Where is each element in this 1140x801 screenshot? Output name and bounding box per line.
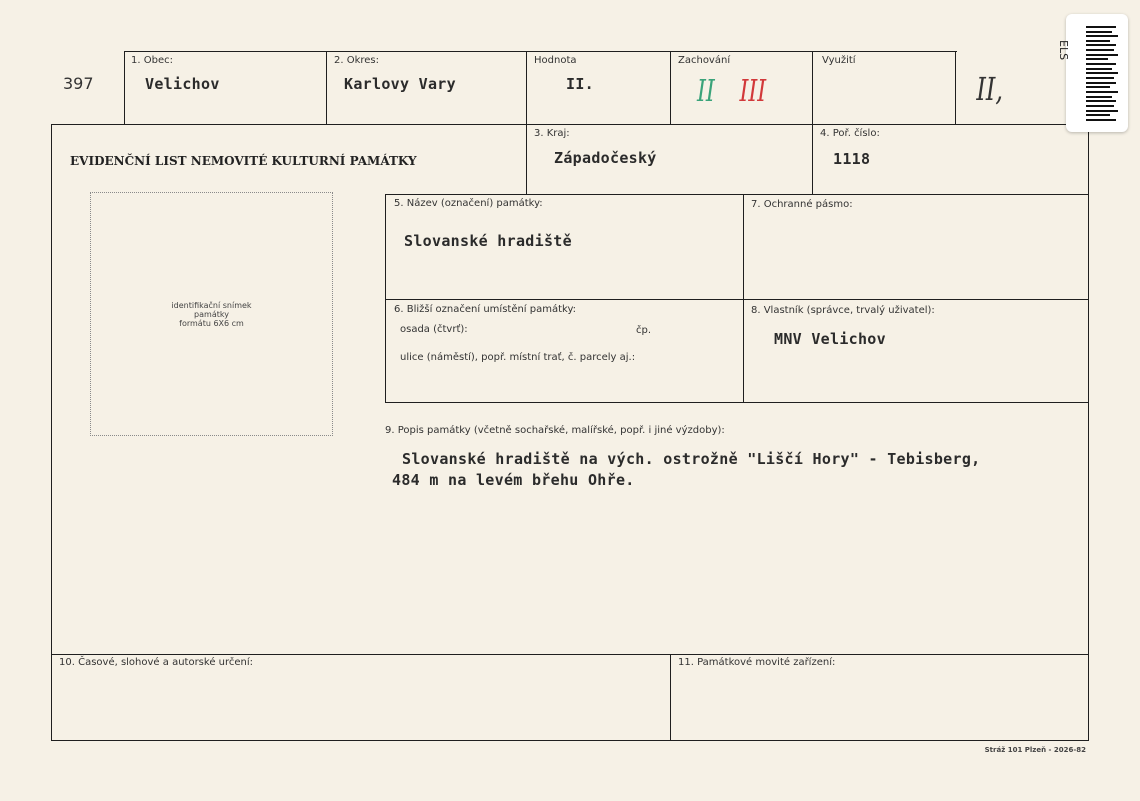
form-title: EVIDENČNÍ LIST NEMOVITÉ KULTURNÍ PAMÁTKY bbox=[70, 154, 417, 168]
top-border bbox=[124, 51, 957, 52]
hodnota-value: II. bbox=[566, 75, 594, 93]
section-border bbox=[51, 654, 1089, 655]
okres-label: 2. Okres: bbox=[334, 55, 380, 66]
section-border bbox=[385, 402, 1089, 403]
kraj-value: Západočeský bbox=[554, 149, 657, 167]
photo-caption-line: památky bbox=[194, 310, 229, 319]
row-border bbox=[526, 194, 1089, 195]
right-border bbox=[1088, 124, 1089, 741]
hodnota-label: Hodnota bbox=[534, 55, 577, 66]
zachovani-green-mark: II bbox=[696, 74, 715, 109]
umisteni-label: 6. Bližší označení umístění památky: bbox=[394, 304, 577, 315]
section-border bbox=[743, 194, 744, 402]
osada-label: osada (čtvrť): bbox=[400, 324, 468, 335]
por-cislo-value: 1118 bbox=[833, 150, 871, 168]
okres-value: Karlovy Vary bbox=[344, 75, 456, 93]
photo-caption bbox=[91, 301, 332, 328]
por-cislo-label: 4. Poř. číslo: bbox=[820, 128, 880, 139]
divider bbox=[326, 51, 327, 124]
popis-line-2: 484 m na levém břehu Ohře. bbox=[392, 471, 635, 489]
sticker-label: ELS bbox=[1057, 40, 1070, 61]
photo-placeholder bbox=[90, 192, 333, 436]
popis-label: 9. Popis památky (včetně sochařské, malířské, popř. i jiné výzdoby): bbox=[385, 425, 725, 436]
corner-handwritten-mark: II, bbox=[976, 70, 1004, 108]
vlastnik-label: 8. Vlastník (správce, trvalý uživatel): bbox=[751, 305, 935, 316]
photo-caption-line: identifikační snímek bbox=[171, 301, 252, 310]
cp-label: čp. bbox=[636, 325, 652, 336]
record-number: 397 bbox=[63, 74, 94, 93]
section-border bbox=[385, 194, 527, 195]
section-border bbox=[385, 194, 386, 402]
row-border bbox=[51, 124, 1089, 125]
nazev-value: Slovanské hradiště bbox=[404, 232, 572, 250]
vyuziti-label: Využití bbox=[822, 55, 856, 66]
photo-caption-line: formátu 6X6 cm bbox=[179, 319, 244, 328]
kraj-label: 3. Kraj: bbox=[534, 128, 570, 139]
printer-note: Stráž 101 Plzeň - 2026-82 bbox=[984, 746, 1086, 754]
obec-label: 1. Obec: bbox=[131, 55, 173, 66]
zachovani-red-mark: III bbox=[739, 74, 767, 109]
divider bbox=[526, 51, 527, 194]
barcode bbox=[1086, 22, 1122, 124]
section-border bbox=[385, 299, 1089, 300]
zachovani-label: Zachování bbox=[678, 55, 731, 66]
left-border bbox=[51, 124, 52, 741]
divider bbox=[812, 51, 813, 194]
divider bbox=[670, 51, 671, 124]
popis-line-1: Slovanské hradiště na vých. ostrožně "Liščí Hory" - Tebisberg, bbox=[402, 450, 981, 468]
divider bbox=[955, 51, 956, 124]
casove-urceni-label: 10. Časové, slohové a autorské určení: bbox=[59, 657, 254, 668]
archive-barcode-sticker bbox=[1057, 14, 1128, 132]
section-border bbox=[670, 654, 671, 741]
ochranne-pasmo-label: 7. Ochranné pásmo: bbox=[751, 199, 853, 210]
movite-zarizeni-label: 11. Památkové movité zařízení: bbox=[678, 657, 836, 668]
vlastnik-value: MNV Velichov bbox=[774, 330, 886, 348]
obec-value: Velichov bbox=[145, 75, 220, 93]
bottom-border bbox=[51, 740, 1089, 741]
nazev-label: 5. Název (označení) památky: bbox=[394, 198, 543, 209]
divider bbox=[124, 51, 125, 124]
ulice-label: ulice (náměstí), popř. místní trať, č. parcely aj.: bbox=[400, 352, 636, 363]
